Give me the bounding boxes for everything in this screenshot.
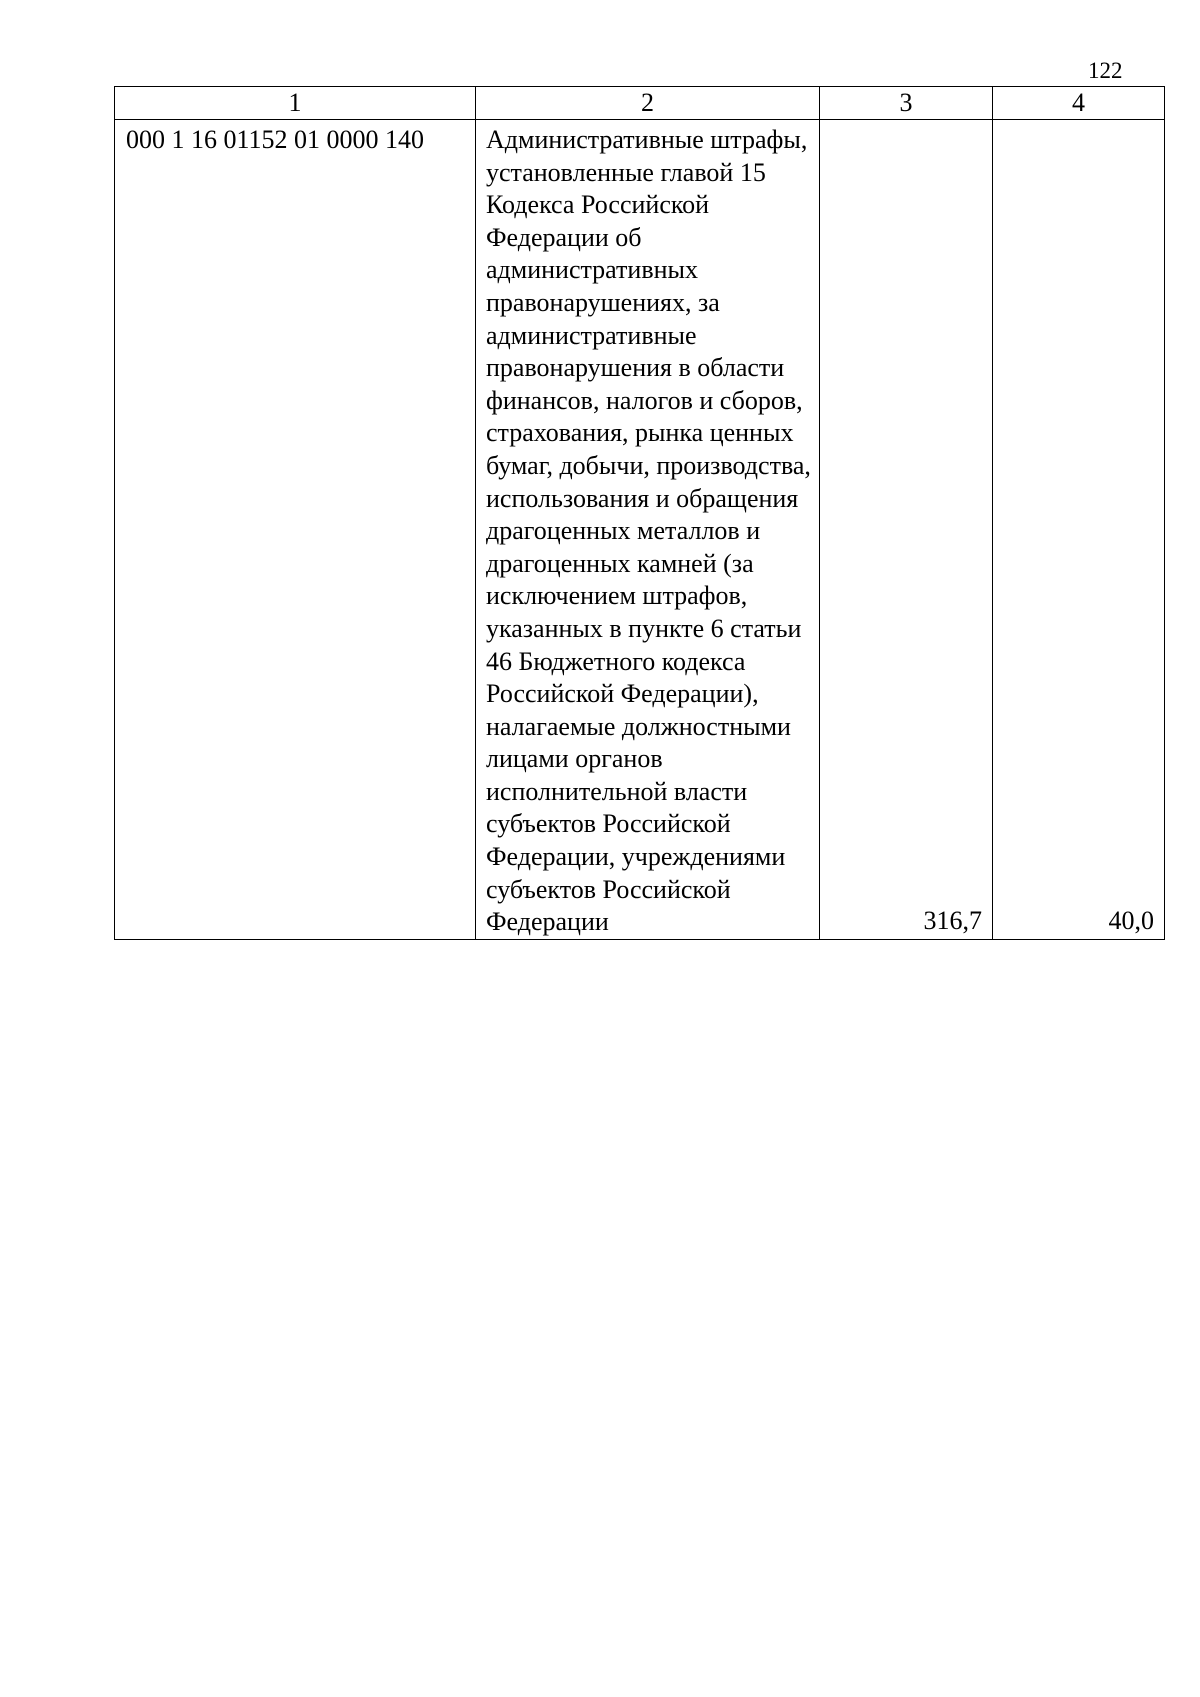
table-header-row [115,87,1165,120]
column-header-1: 1 [115,87,476,120]
table-row [115,120,1165,940]
budget-code-cell: 000 1 16 01152 01 0000 140 [115,120,476,940]
value-column-4-cell: 40,0 [993,120,1165,940]
column-header-2: 2 [476,87,820,120]
column-header-3: 3 [820,87,993,120]
value-column-3-cell: 316,7 [820,120,993,940]
revenue-name-cell: Административные штрафы, установленные главой 15 Кодекса Российской Федерации об административных правонарушениях, за административные правонарушения в области финансов, налогов и сборов, страхования, рынка ценных бумаг, добычи, производства, использования и обращения драгоценных металлов и драгоценных камней (за исключением штрафов, указанных в пункте 6 статьи 46 Бюджетного кодекса Российской Федерации), налагаемые должностными лицами органов исполнительной власти субъектов Российской Федерации, учреждениями субъектов Российской Федерации [476,120,820,940]
column-header-4: 4 [993,87,1165,120]
page-number: 122 [1088,58,1123,83]
budget-table [114,86,1165,940]
